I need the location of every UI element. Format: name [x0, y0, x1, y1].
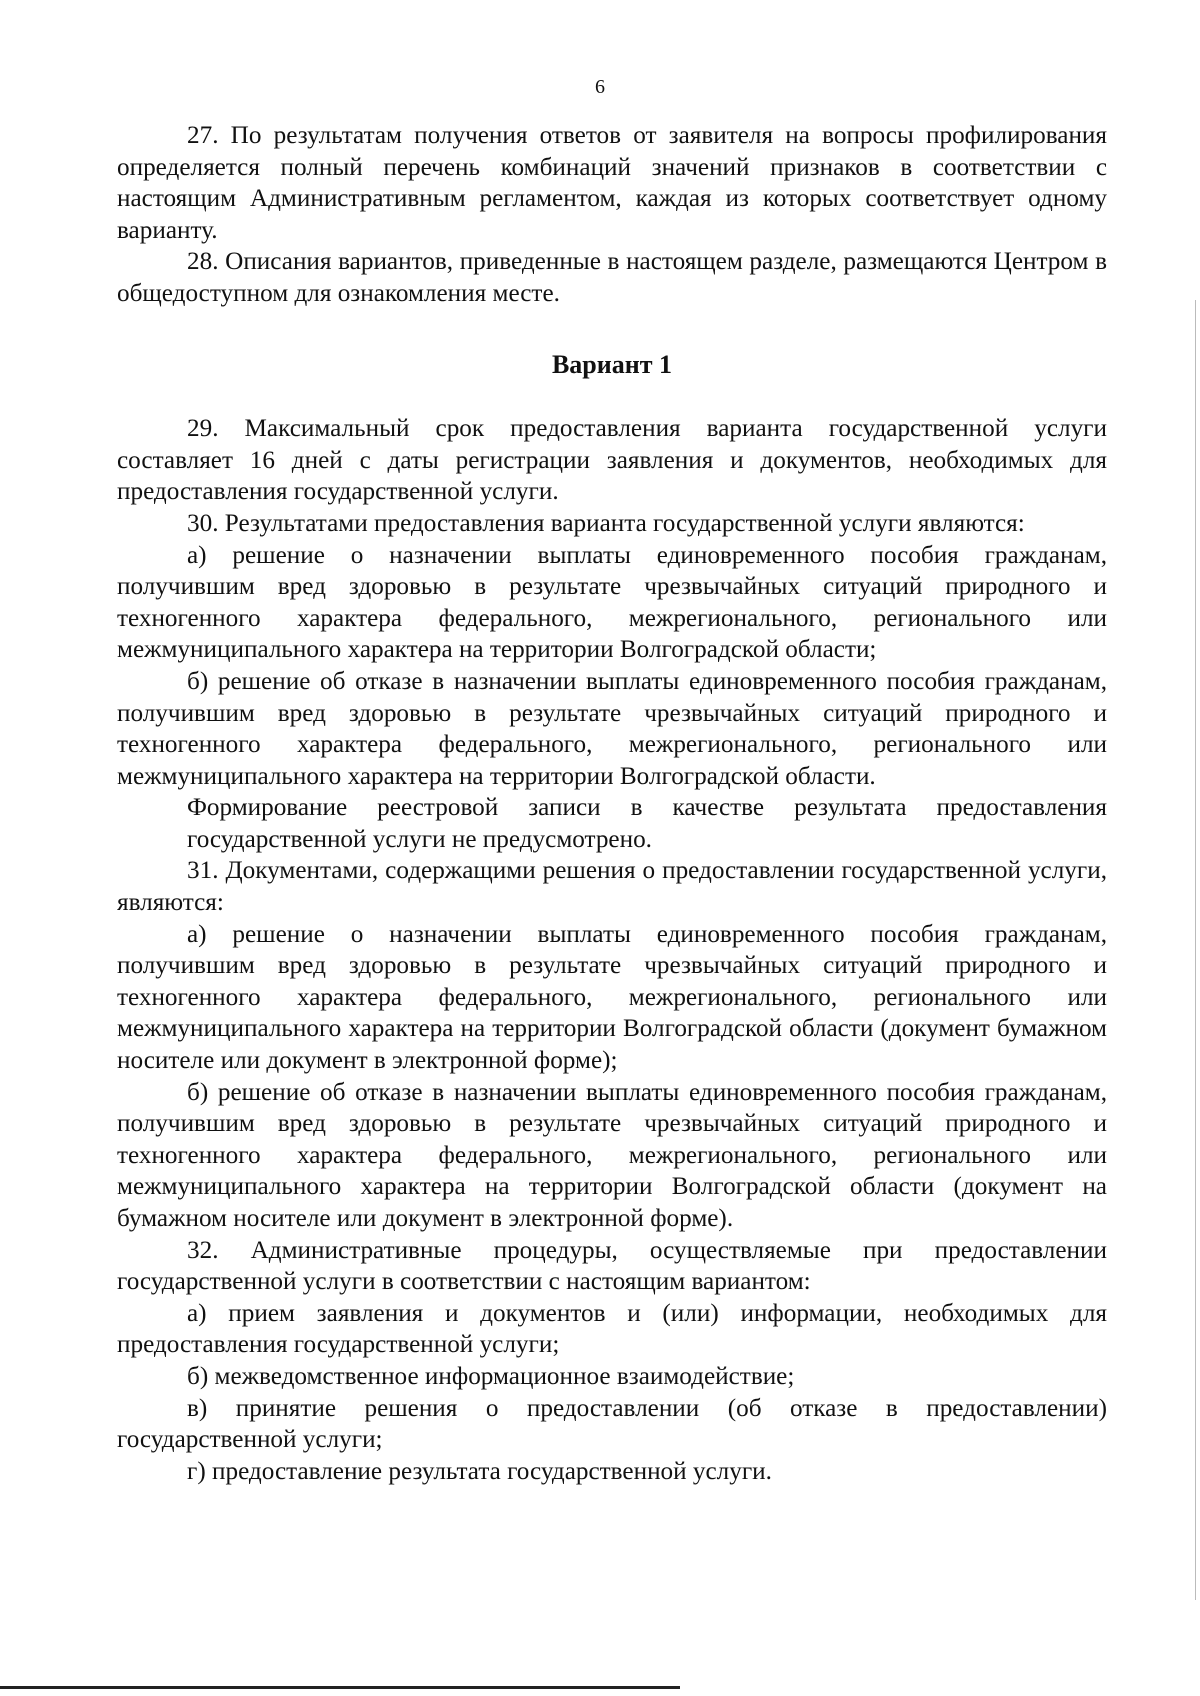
paragraph-31-b: б) решение об отказе в назначении выплаты единовременного пособия гражданам, получившим вред здоровью в результате чрезвычайных ситуаций природного и техногенного характера федерального, межрегионального, регионального или межмуниципального характера на территории Волгоградской области (документ на бумажном носителе или документ в электронной форме).: [117, 1078, 1107, 1232]
paragraph-30-b: б) решение об отказе в назначении выплаты единовременного пособия гражданам, получившим вред здоровью в результате чрезвычайных ситуаций природного и техногенного характера федерального, межрегионального, регионального или межмуниципального характера на территории Волгоградской области.: [117, 667, 1107, 790]
paragraph-32-d: г) предоставление результата государственной услуги.: [187, 1457, 772, 1485]
paragraph-30-a: а) решение о назначении выплаты единовременного пособия гражданам, получившим вред здоровью в результате чрезвычайных ситуаций природного и техногенного характера федерального, межрегионального, регионального или межмуниципального характера на территории Волгоградской области;: [117, 541, 1107, 664]
section-heading: Вариант 1: [551, 349, 673, 379]
paragraph-29: 29. Максимальный срок предоставления варианта государственной услуги составляет 16 дней с даты регистрации заявления и документов, необходимых для предоставления государственной услуги.: [117, 415, 1107, 506]
paragraph-28: 28. Описания вариантов, приведенные в настоящем разделе, размещаются Центром в общедоступном для ознакомления месте.: [117, 248, 1107, 307]
paragraph-31-a: а) решение о назначении выплаты единовременного пособия гражданам, получившим вред здоровью в результате чрезвычайных ситуаций природного и техногенного характера федерального, межрегионального, регионального или межмуниципального характера на территории Волгоградской области (документ бумажном носителе или документ в электронной форме);: [117, 920, 1107, 1075]
paragraph-32-b: б) межведомственное информационное взаимодействие;: [187, 1362, 795, 1390]
scan-edge-line: [1195, 300, 1196, 1600]
page-number: 6: [595, 76, 605, 98]
paragraph-30-registry-note: Формирование реестровой записи в качестве результата предоставления государственной услуги не предусмотрено.: [187, 794, 1107, 853]
paragraph-31: 31. Документами, содержащими решения о предоставлении государственной услуги, являются:: [117, 857, 1107, 917]
paragraph-32-c: в) принятие решения о предоставлении (об отказе в предоставлении) государственной услуги;: [117, 1394, 1107, 1454]
paragraph-32: 32. Административные процедуры, осуществляемые при предоставлении государственной услуги в соответствии с настоящим вариантом:: [117, 1236, 1107, 1296]
paragraph-32-a: а) прием заявления и документов и (или) информации, необходимых для предоставления государственной услуги;: [117, 1299, 1107, 1359]
bottom-rule: [0, 1686, 680, 1689]
paragraph-30: 30. Результатами предоставления варианта государственной услуги являются:: [187, 509, 1025, 537]
document-body: [117, 120, 1107, 1487]
paragraph-27: 27. По результатам получения ответов от заявителя на вопросы профилирования определяется полный перечень комбинаций значений признаков в соответствии с настоящим Административным регламентом, каждая из которых соответствует одному варианту.: [117, 122, 1107, 244]
